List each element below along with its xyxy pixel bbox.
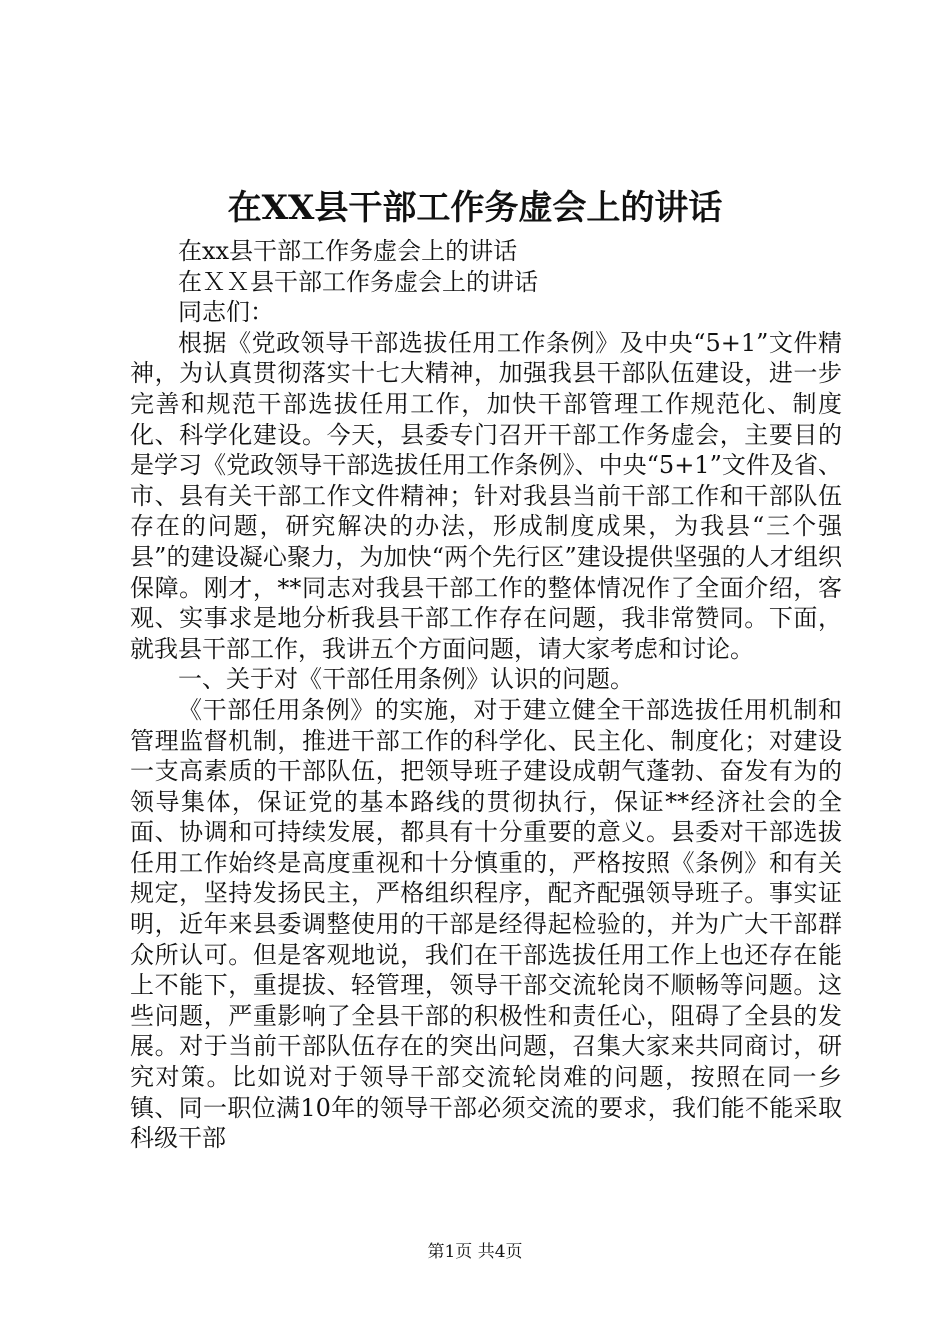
paragraph-salutation: 同志们： [178, 298, 274, 327]
paragraph-section-heading-1: 一、关于对《干部任用条例》认识的问题。 [178, 665, 634, 694]
paragraph-intro: 根据《党政领导干部选拔任用工作条例》及中央“5+1”文件精神，为认真贯彻落实十七大精神，加强我县干部队伍建设，进一步完善和规范干部选拔任用工作，加快干部管理工作规范化、制度化、科学化建设。今天，县委专门召开干部工作务虚会，主要目的是学习《党政领导干部选拔任用工作条例》、中央“5+1”文件及省、市、县有关干部工作文件精神；针对我县当前干部工作和干部队伍存在的问题，研究解决的办法，形成制度成果，为我县“三个强县”的建设凝心聚力，为加快“两个先行区”建设提供坚强的人才组织保障。刚才，**同志对我县干部工作的整体情况作了全面介绍，客观、实事求是地分析我县干部工作存在问题，我非常赞同。下面，就我县干部工作，我讲五个方面问题，请大家考虑和讨论。 [130, 328, 842, 663]
paragraph-subtitle-fullwidth: 在ＸＸ县干部工作务虚会上的讲话 [178, 267, 538, 296]
document-body [130, 236, 842, 1154]
paragraph-section-1-body: 《干部任用条例》的实施，对于建立健全干部选拔任用机制和管理监督机制，推进干部工作的科学化、民主化、制度化；对建设一支高素质的干部队伍，把领导班子建设成朝气蓬勃、奋发有为的领导集体，保证党的基本路线的贯彻执行，保证**经济社会的全面、协调和可持续发展，都具有十分重要的意义。县委对干部选拔任用工作始终是高度重视和十分慎重的，严格按照《条例》和有关规定，坚持发扬民主，严格组织程序，配齐配强领导班子。事实证明，近年来县委调整使用的干部是经得起检验的，并为广大干部群众所认可。但是客观地说，我们在干部选拔任用工作上也还存在能上不能下，重提拔、轻管理，领导干部交流轮岗不顺畅等问题。这些问题，严重影响了全县干部的积极性和责任心，阻碍了全县的发展。对于当前干部队伍存在的突出问题，召集大家来共同商讨，研究对策。比如说对于领导干部交流轮岗难的问题，按照在同一乡镇、同一职位满10年的领导干部必须交流的要求，我们能不能采取科级干部 [130, 695, 842, 1153]
page-footer: 第1页 共4页 [427, 1242, 523, 1262]
paragraph-subtitle-lowercase: 在xx县干部工作务虚会上的讲话 [178, 237, 518, 265]
document-title: 在XX县干部工作务虚会上的讲话 [227, 188, 723, 228]
